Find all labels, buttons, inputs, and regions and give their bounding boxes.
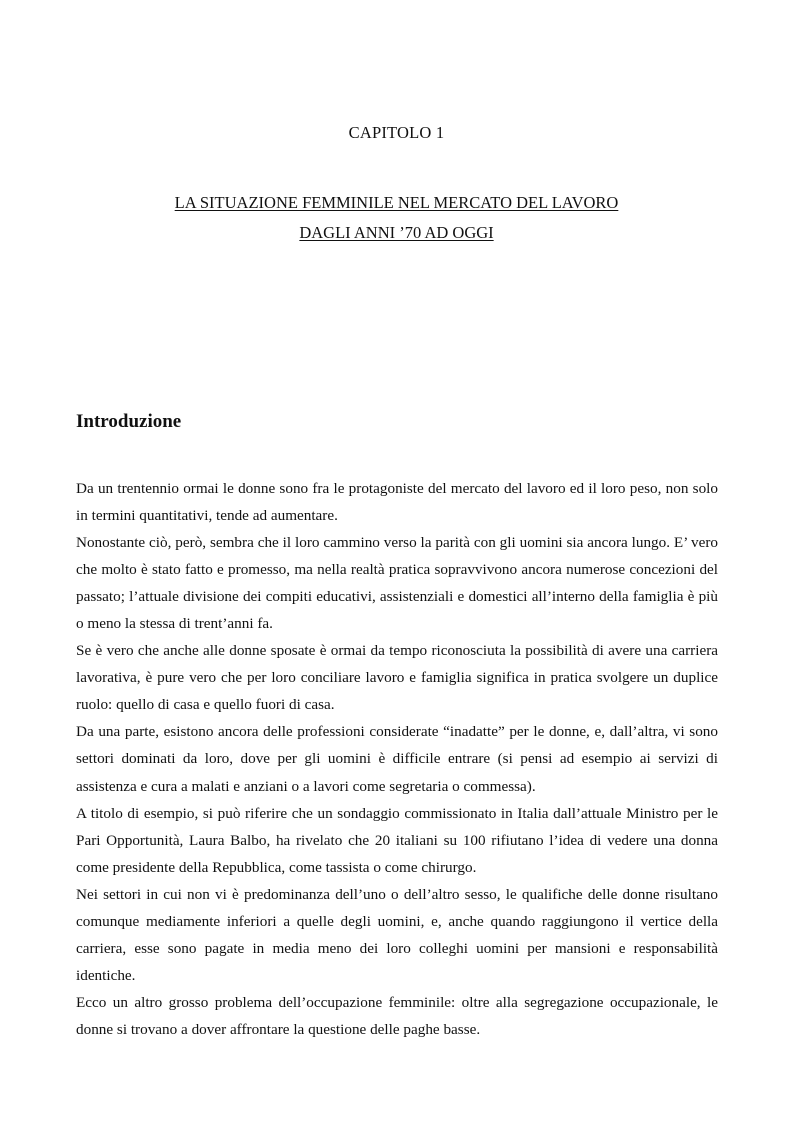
chapter-title bbox=[0, 188, 793, 248]
chapter-title-line-2: DAGLI ANNI ’70 AD OGGI bbox=[299, 223, 494, 242]
body-text bbox=[76, 475, 718, 1043]
paragraph: A titolo di esempio, si può riferire che un sondaggio commissionato in Italia dall’attuale Ministro per le Pari Opportunità, Laura Balbo, ha rivelato che 20 italiani su 100 rifiutano l’idea di vedere una donna come presidente della Repubblica, come tassista o come chirurgo. bbox=[76, 804, 718, 876]
paragraph: Ecco un altro grosso problema dell’occupazione femminile: oltre alla segregazione occupazionale, le donne si trovano a dover affrontare la questione delle paghe basse. bbox=[76, 993, 718, 1038]
section-heading: Introduzione bbox=[76, 411, 182, 432]
paragraph: Se è vero che anche alle donne sposate è ormai da tempo riconosciuta la possibilità di avere una carriera lavorativa, è pure vero che per loro conciliare lavoro e famiglia significa in pratica svolgere un duplice ruolo: quello di casa e quello fuori di casa. bbox=[76, 642, 718, 714]
chapter-label: CAPITOLO 1 bbox=[348, 123, 445, 142]
paragraph: Nei settori in cui non vi è predominanza dell’uno o dell’altro sesso, le qualifiche delle donne risultano comunque mediamente inferiori a quelle degli uomini, e, anche quando raggiungono il vertice della carriera, esse sono pagate in media meno dei loro colleghi uomini per mansioni e responsabilità identiche. bbox=[76, 885, 718, 984]
paragraph: Da una parte, esistono ancora delle professioni considerate “inadatte” per le donne, e, dall’altra, vi sono settori dominati da loro, dove per gli uomini è difficile entrare (si pensi ad esempio ai servizi di assistenza e cura a malati e anziani o a lavori come segretaria o commessa). bbox=[76, 723, 718, 795]
paragraph: Da un trentennio ormai le donne sono fra le protagoniste del mercato del lavoro ed il loro peso, non solo in termini quantitativi, tende ad aumentare. bbox=[76, 480, 718, 525]
paragraph: Nonostante ciò, però, sembra che il loro cammino verso la parità con gli uomini sia ancora lungo. E’ vero che molto è stato fatto e promesso, ma nella realtà pratica sopravvivono ancora numerose concezioni del passato; l’attuale divisione dei compiti educativi, assistenziali e domestici all’interno della famiglia è più o meno la stessa di trent’anni fa. bbox=[76, 534, 718, 633]
chapter-title-line-1: LA SITUAZIONE FEMMINILE NEL MERCATO DEL LAVORO bbox=[174, 193, 619, 212]
